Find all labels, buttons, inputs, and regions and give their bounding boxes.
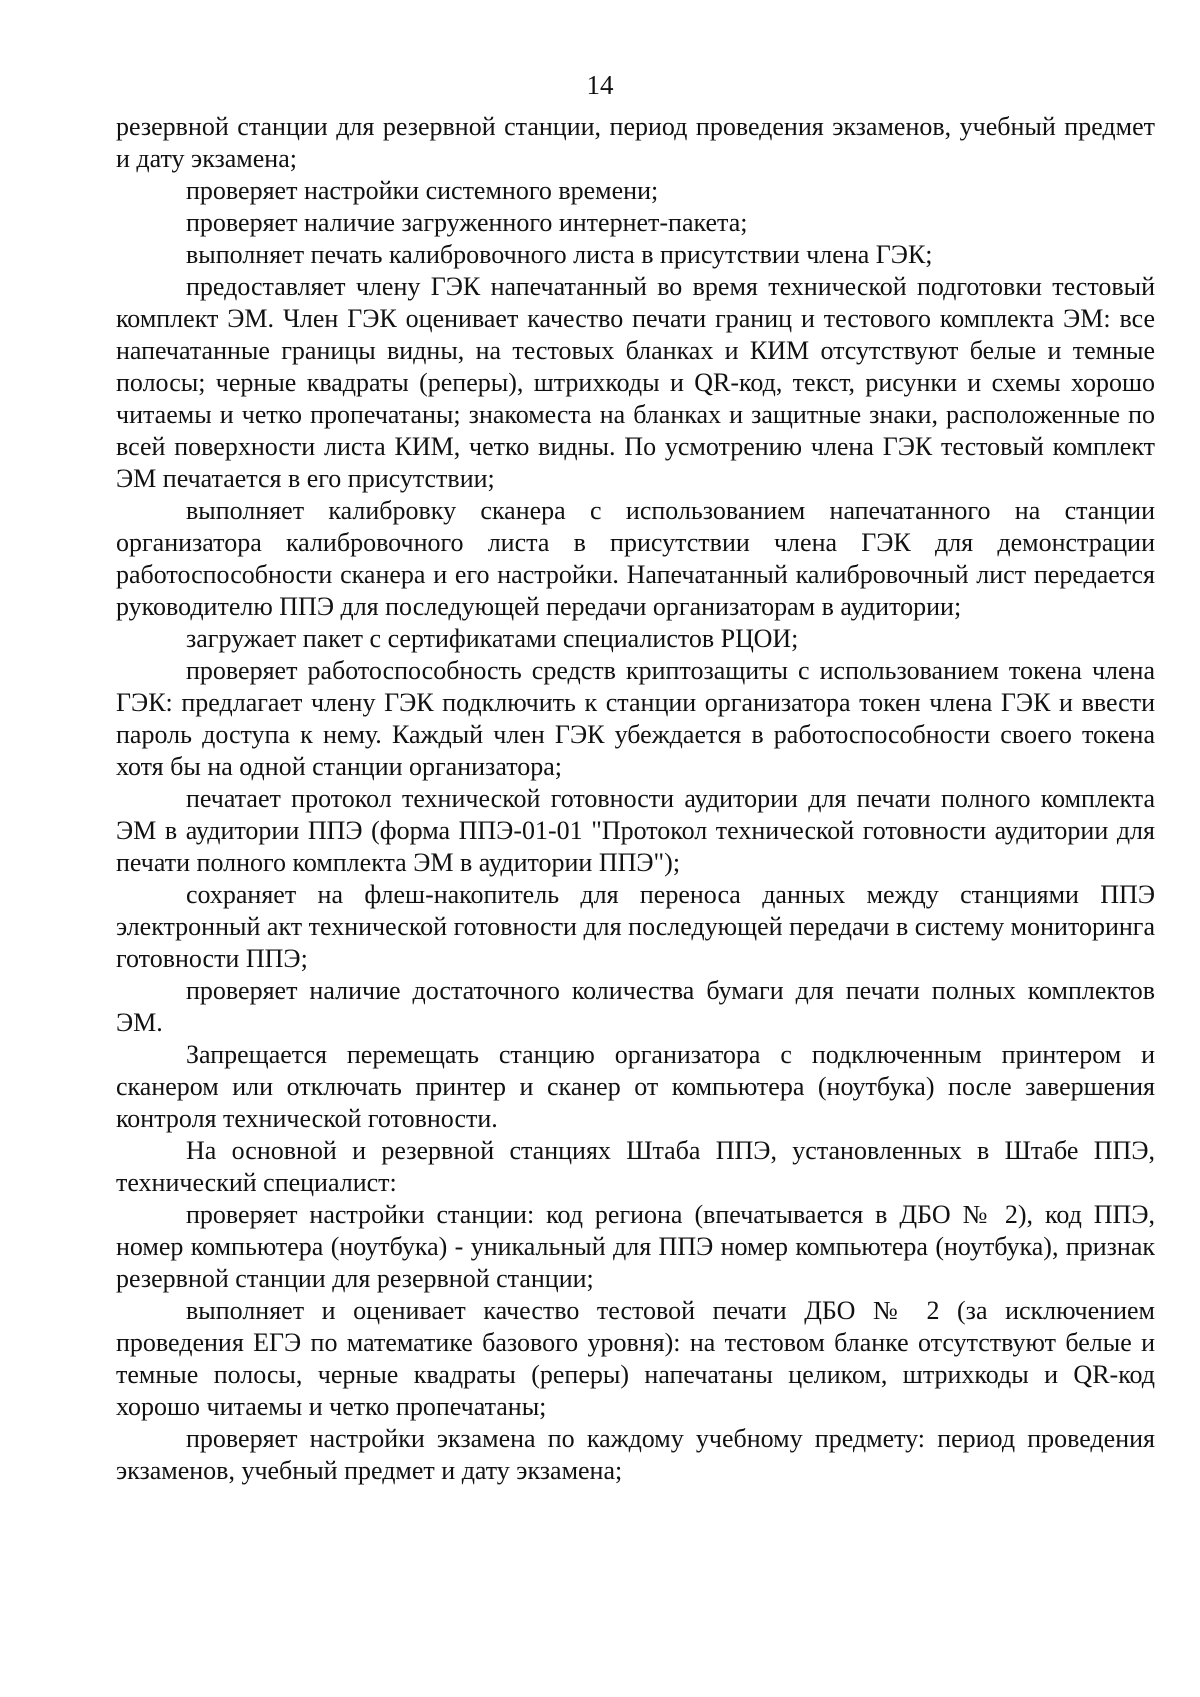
paragraph-prohibition: Запрещается перемещать станцию организатора с подключенным принтером и сканером или отключать принтер и сканер от компьютера (ноутбука) после завершения контроля технической готовности. <box>116 1040 1155 1133</box>
paragraph-load-certificates: загружает пакет с сертификатами специалистов РЦОИ; <box>186 624 799 653</box>
paragraph-check-system-time: проверяет настройки системного времени; <box>186 176 659 205</box>
paragraph-continuation: резервной станции для резервной станции, период проведения экзаменов, учебный предмет и дату экзамена; <box>116 112 1155 173</box>
paragraph-check-internet-package: проверяет наличие загруженного интернет-пакета; <box>186 208 748 237</box>
paragraph-save-to-flash-drive: сохраняет на флеш-накопитель для переноса данных между станциями ППЭ электронный акт технической готовности для последующей передачи в систему мониторинга готовности ППЭ; <box>116 880 1155 973</box>
paragraph-test-print-dbo: выполняет и оценивает качество тестовой печати ДБО № 2 (за исключением проведения ЕГЭ по математике базового уровня): на тестовом бланке отсутствуют белые и темные полосы, черные квадраты (реперы) напечатаны целиком, штрихкоды и QR-код хорошо читаемы и четко пропечатаны; <box>116 1296 1155 1421</box>
paragraph-hq-stations: На основной и резервной станциях Штаба ППЭ, установленных в Штабе ППЭ, технический специалист: <box>116 1136 1155 1197</box>
paragraph-crypto-token-check: проверяет работоспособность средств криптозащиты с использованием токена члена ГЭК: предлагает члену ГЭК подключить к станции организатора токен члена ГЭК и ввести пароль доступа к нему. Каждый член ГЭК убеждается в работоспособности своего токена хотя бы на одной станции организатора; <box>116 656 1155 781</box>
paragraph-check-station-settings: проверяет настройки станции: код региона (впечатывается в ДБО № 2), код ППЭ, номер компьютера (ноутбука) - уникальный для ППЭ номер компьютера (ноутбука), признак резервной станции для резервной станции; <box>116 1200 1155 1293</box>
paragraph-check-exam-settings: проверяет настройки экзамена по каждому учебному предмету: период проведения экзаменов, учебный предмет и дату экзамена; <box>116 1424 1155 1485</box>
body-text <box>116 111 1155 1487</box>
paragraph-scanner-calibration: выполняет калибровку сканера с использованием напечатанного на станции организатора калибровочного листа в присутствии члена ГЭК для демонстрации работоспособности сканера и его настройки. Напечатанный калибровочный лист передается руководителю ППЭ для последующей передачи организаторам в аудитории; <box>116 496 1155 621</box>
paragraph-check-paper: проверяет наличие достаточного количества бумаги для печати полных комплектов ЭМ. <box>116 976 1155 1037</box>
paragraph-test-kit-quality: предоставляет члену ГЭК напечатанный во время технической подготовки тестовый комплект ЭМ. Член ГЭК оценивает качество печати границ и тестового комплекта ЭМ: все напечатанные границы видны, на тестовых бланках и КИМ отсутствуют белые и темные полосы; черные квадраты (реперы), штрихкоды и QR-код, текст, рисунки и схемы хорошо читаемы и четко пропечатаны; знакоместа на бланках и защитные знаки, расположенные по всей поверхности листа КИМ, четко видны. По усмотрению члена ГЭК тестовый комплект ЭМ печатается в его присутствии; <box>116 272 1155 493</box>
paragraph-print-readiness-protocol: печатает протокол технической готовности аудитории для печати полного комплекта ЭМ в аудитории ППЭ (форма ППЭ-01-01 "Протокол технической готовности аудитории для печати полного комплекта ЭМ в аудитории ППЭ"); <box>116 784 1155 877</box>
page-number: 14 <box>586 70 614 100</box>
paragraph-print-calibration-sheet: выполняет печать калибровочного листа в присутствии члена ГЭК; <box>186 240 933 269</box>
